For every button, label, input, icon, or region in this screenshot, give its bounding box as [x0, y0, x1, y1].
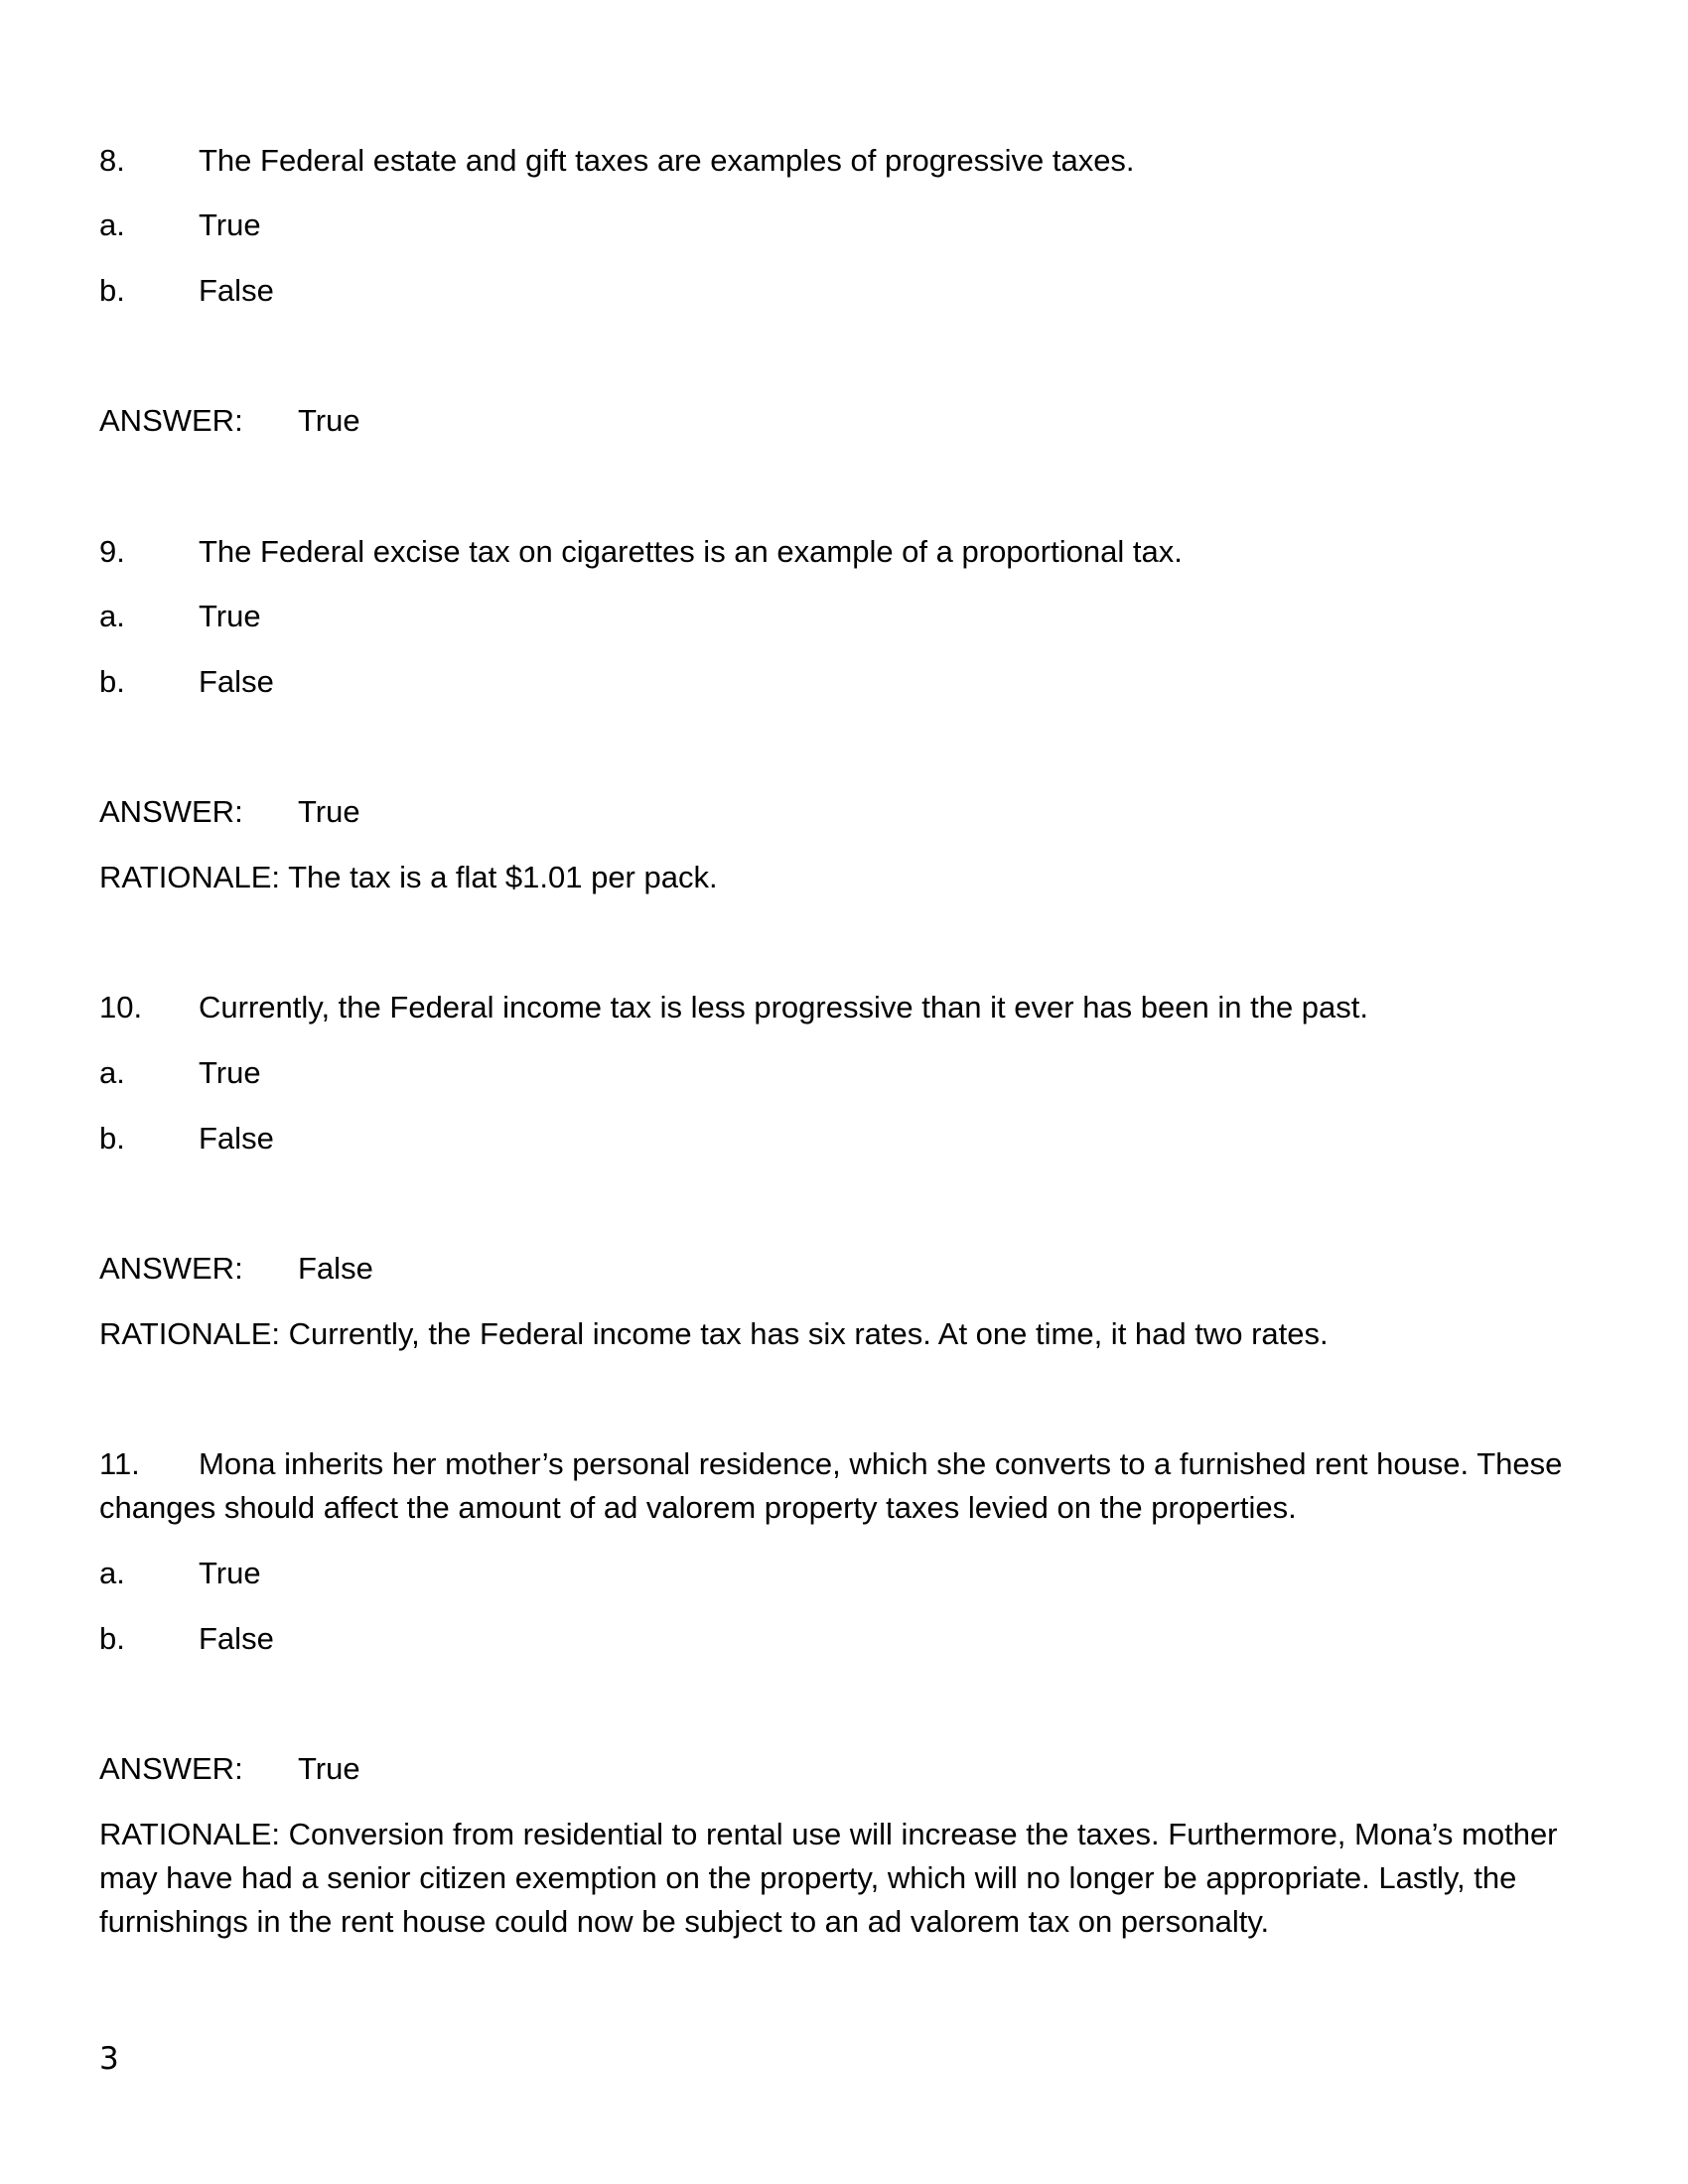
option-letter: a.	[99, 207, 125, 242]
answer-value: True	[298, 794, 360, 829]
question-10-rationale: RATIONALE: Currently, the Federal income tax has six rates. At one time, it had two rates.	[99, 1316, 1329, 1351]
option-letter: a.	[99, 1055, 125, 1090]
question-8-option-a	[99, 204, 261, 247]
question-9-option-a	[99, 595, 261, 638]
answer-value: True	[298, 1751, 360, 1786]
option-label: True	[199, 1055, 261, 1090]
question-11-rationale: RATIONALE: Conversion from residential to rental use will increase the taxes. Furthermore, Mona’s mother may have had a senior citizen exemption on the property, which will no longer be appropriate. Lastly, the furnishings in the rent house could now be subject to an ad valorem tax on personalty.	[99, 1817, 1558, 1939]
question-10-option-b	[99, 1117, 274, 1160]
answer-label: ANSWER:	[99, 1251, 243, 1286]
question-10-answer	[99, 1247, 373, 1291]
page-number: 3	[99, 2041, 119, 2077]
question-11-answer	[99, 1747, 360, 1791]
option-label: False	[199, 273, 274, 308]
option-label: True	[199, 207, 261, 242]
question-number: 8.	[99, 143, 125, 178]
question-10-option-a	[99, 1051, 261, 1095]
question-8-answer	[99, 399, 360, 443]
option-label: False	[199, 664, 274, 699]
option-label: False	[199, 1621, 274, 1656]
question-9-option-b	[99, 660, 274, 704]
option-letter: a.	[99, 1556, 125, 1590]
option-label: False	[199, 1121, 274, 1156]
question-8-stem	[99, 139, 1135, 183]
question-11-option-a	[99, 1552, 261, 1595]
question-9-rationale: RATIONALE: The tax is a flat $1.01 per pack.	[99, 860, 718, 894]
option-letter: b.	[99, 273, 125, 308]
option-letter: b.	[99, 1121, 125, 1156]
option-label: True	[199, 1556, 261, 1590]
question-text: The Federal estate and gift taxes are examples of progressive taxes.	[199, 143, 1135, 178]
option-letter: b.	[99, 1621, 125, 1656]
question-text: Currently, the Federal income tax is less progressive than it ever has been in the past.	[199, 990, 1369, 1024]
option-label: True	[199, 599, 261, 633]
question-9-answer	[99, 790, 360, 834]
answer-label: ANSWER:	[99, 403, 243, 438]
question-10-stem	[99, 986, 1368, 1029]
answer-value: False	[298, 1251, 373, 1286]
question-11-stem	[99, 1442, 1569, 1530]
question-8-option-b	[99, 269, 274, 313]
question-11-option-b	[99, 1617, 274, 1661]
question-text: Mona inherits her mother’s personal residence, which she converts to a furnished rent house. These changes should affect the amount of ad valorem property taxes levied on the properties.	[99, 1446, 1563, 1525]
question-9-stem	[99, 530, 1183, 574]
question-text: The Federal excise tax on cigarettes is an example of a proportional tax.	[199, 534, 1183, 569]
option-letter: a.	[99, 599, 125, 633]
question-number: 11.	[99, 1446, 140, 1481]
option-letter: b.	[99, 664, 125, 699]
answer-value: True	[298, 403, 360, 438]
question-number: 10.	[99, 990, 143, 1024]
question-number: 9.	[99, 534, 125, 569]
answer-label: ANSWER:	[99, 1751, 243, 1786]
answer-label: ANSWER:	[99, 794, 243, 829]
